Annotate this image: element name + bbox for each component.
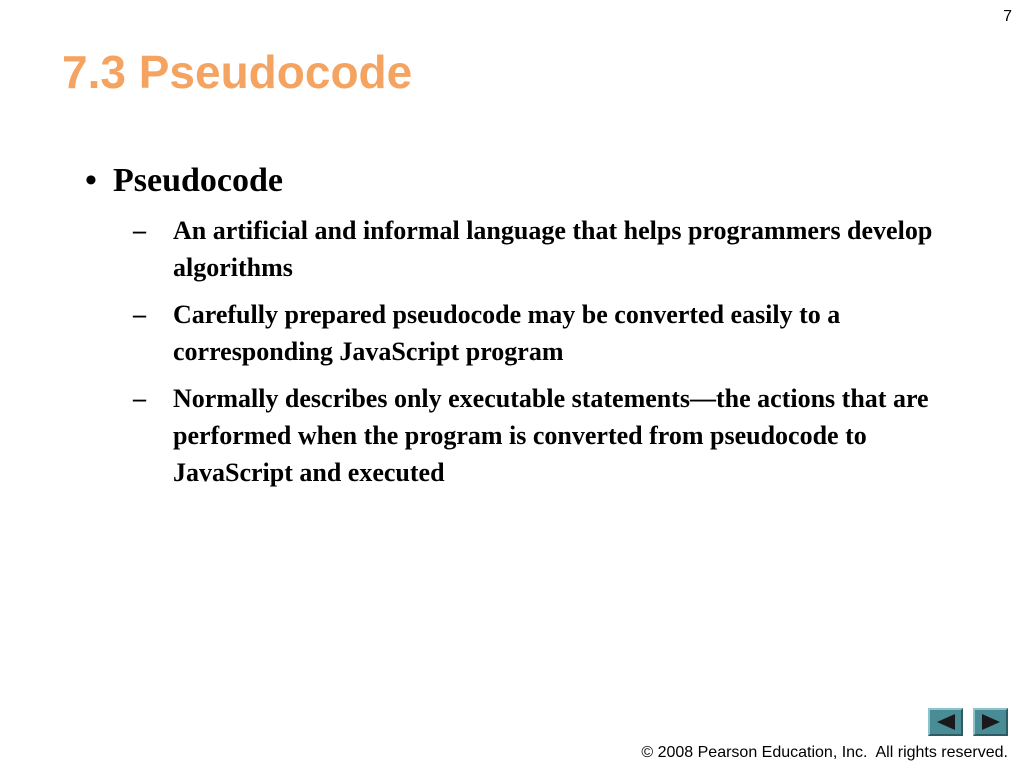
sub-bullet-item	[133, 380, 963, 491]
sub-bullet-text: Normally describes only executable statements—the actions that are performed when the program is converted from pseudocode to JavaScript and executed	[173, 384, 929, 487]
bullet-text: Pseudocode	[113, 162, 283, 199]
previous-slide-button[interactable]	[928, 708, 963, 736]
slide-content	[85, 160, 975, 501]
sub-bullet-text: Carefully prepared pseudocode may be converted easily to a corresponding JavaScript program	[173, 300, 841, 366]
sub-bullet-marker: –	[133, 300, 146, 329]
copyright-footer: © 2008 Pearson Education, Inc. All rights reserved.	[641, 744, 1008, 761]
triangle-right-icon	[980, 713, 1002, 731]
slide-title: 7.3 Pseudocode	[62, 46, 413, 98]
sub-bullet-item	[133, 296, 963, 370]
sub-bullet-list	[133, 212, 975, 491]
bullet-marker: •	[85, 162, 97, 199]
sub-bullet-marker: –	[133, 216, 146, 245]
slide-navigation	[928, 708, 1008, 736]
page-number: 7	[1003, 8, 1012, 25]
sub-bullet-marker: –	[133, 384, 146, 413]
sub-bullet-text: An artificial and informal language that helps programmers develop algorithms	[173, 216, 933, 282]
sub-bullet-item	[133, 212, 963, 286]
triangle-left-icon	[935, 713, 957, 731]
bullet-item	[85, 160, 975, 202]
next-slide-button[interactable]	[973, 708, 1008, 736]
